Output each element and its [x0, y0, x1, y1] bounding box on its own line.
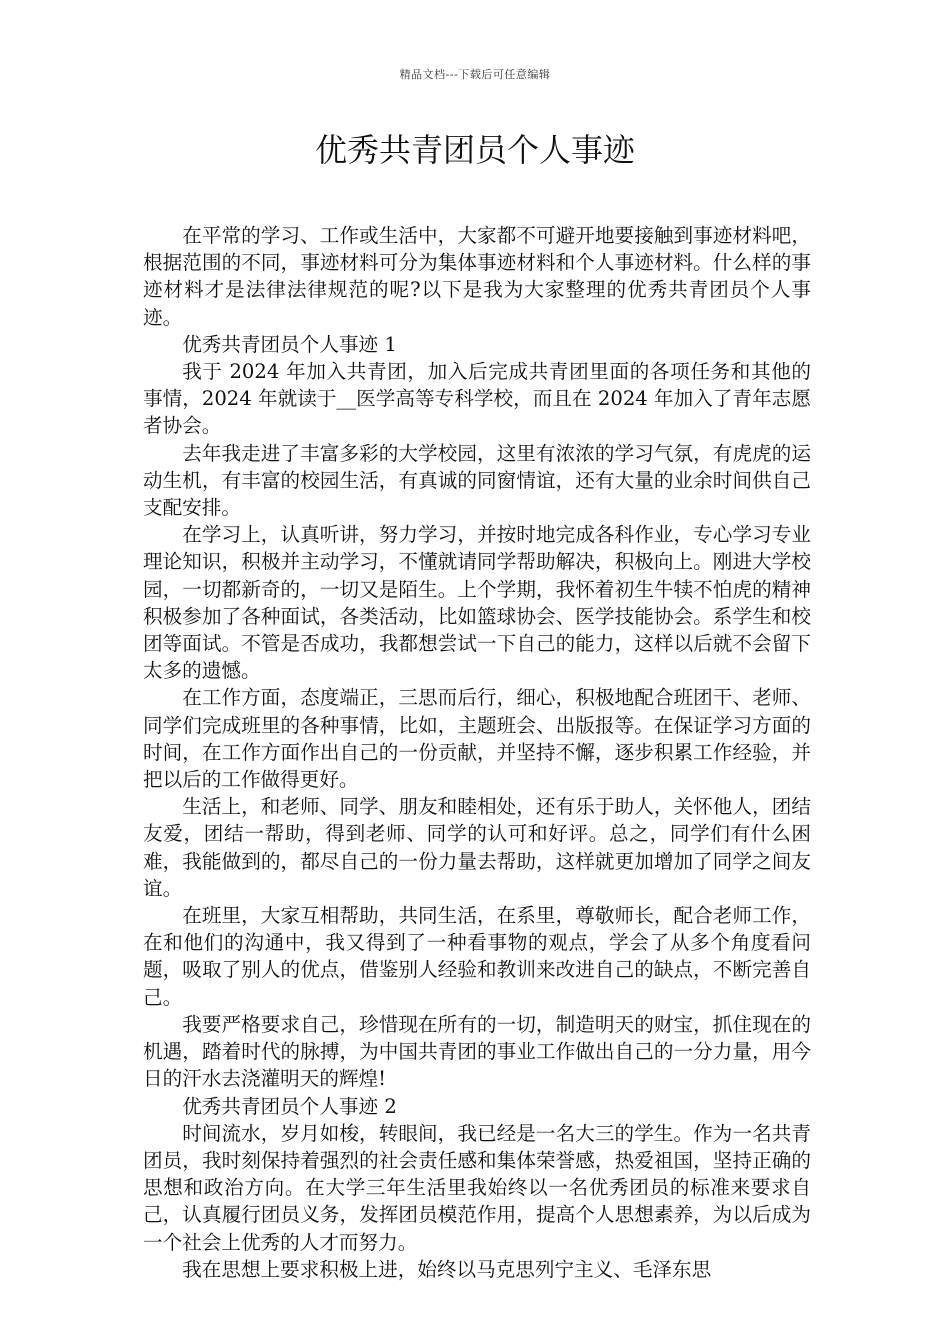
paragraph: 我要严格要求自己，珍惜现在所有的一切，制造明天的财宝，抓住现在的机遇，踏着时代的脉搏，为中国共青团的事业工作做出自己的一分力量，用今日的汗水去浇灌明天的辉煌! — [143, 1012, 811, 1091]
paragraph: 生活上，和老师、同学、朋友和睦相处，还有乐于助人，关怀他人，团结友爱，团结一帮助，得到老师、同学的认可和好评。总之，同学们有什么困难，我能做到的，都尽自己的一份力量去帮助，这样就更加增加了同学之间友谊。 — [143, 795, 811, 900]
paragraph: 在工作方面，态度端正，三思而后行，细心，积极地配合班团干、老师、同学们完成班里的各种事情，比如，主题班会、出版报等。在保证学习方面的时间，在工作方面作出自己的一份贡献，并坚持不懈，逐步积累工作经验，并把以后的工作做得更好。 — [143, 686, 811, 792]
section-heading-2: 优秀共青团员个人事迹 2 — [182, 1094, 397, 1118]
paragraph: 时间流水，岁月如梭，转眼间，我已经是一名大三的学生。作为一名共青团员，我时刻保持着强烈的社会责任感和集体荣誉感，热爱祖国，坚持正确的思想和政治方向。在大学三年生活里我始终以一名优秀团员的标准来要求自己，认真履行团员义务，发挥团员模范作用，提高个人思想素养，为以后成为一个社会上优秀的人才而努力。 — [143, 1121, 811, 1254]
paragraph: 我在思想上要求积极上进，始终以马克思列宁主义、毛泽东思 — [182, 1257, 712, 1281]
paragraph: 我于 2024 年加入共青团，加入后完成共青团里面的各项任务和其他的事情，2024 年就读于__医学高等专科学校，而且在 2024 年加入了青年志愿者协会。 — [143, 360, 811, 438]
paragraph: 去年我走进了丰富多彩的大学校园，这里有浓浓的学习气氛，有虎虎的运动生机，有丰富的校园生活，有真诚的同窗情谊，还有大量的业余时间供自己支配安排。 — [143, 441, 811, 520]
paragraph: 在学习上，认真听讲，努力学习，并按时地完成各科作业，专心学习专业理论知识，积极并主动学习，不懂就请同学帮助解决，积极向上。刚进大学校园，一切都新奇的，一切又是陌生。上个学期，我怀着初生牛犊不怕虎的精神积极参加了各种面试，各类活动，比如篮球协会、医学技能协会。系学生和校团等面试。不管是否成功，我都想尝试一下自己的能力，这样以后就不会留下太多的遗憾。 — [143, 523, 811, 683]
paragraph: 在班里，大家互相帮助，共同生活，在系里，尊敬师长，配合老师工作，在和他们的沟通中，我又得到了一种看事物的观点，学会了从多个角度看问题，吸取了别人的优点，借鉴别人经验和教训来改进自己的缺点，不断完善自己。 — [143, 904, 811, 1009]
header-note: 精品文档---下载后可任意编辑 — [399, 68, 551, 81]
document-title: 优秀共青团员个人事迹 — [314, 131, 635, 169]
section-heading-1: 优秀共青团员个人事迹 1 — [182, 332, 397, 356]
document-body — [143, 222, 811, 1283]
paragraph-intro: 在平常的学习、工作或生活中，大家都不可避开地要接触到事迹材料吧，根据范围的不同，事迹材料可分为集体事迹材料和个人事迹材料。什么样的事迹材料才是法律法律规范的呢?以下是我为大家整理的优秀共青团员个人事迹。 — [143, 224, 811, 329]
